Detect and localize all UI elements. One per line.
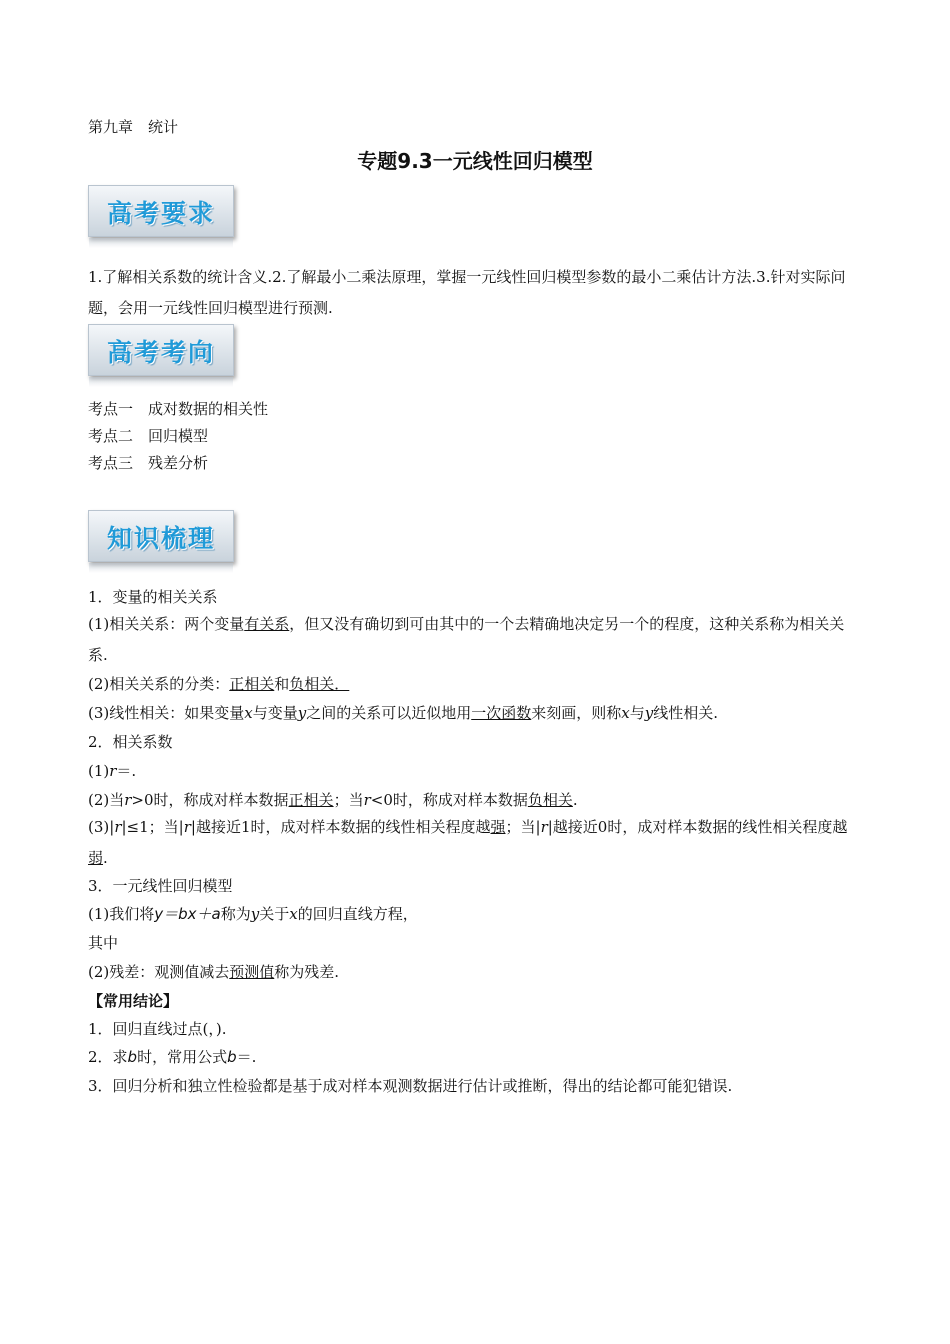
- section-2-heading: 2．相关系数: [88, 733, 173, 751]
- conclusion-2: 2．求b时，常用公式b＝.: [88, 1048, 257, 1066]
- page-title: 专题9.3一元线性回归模型: [357, 149, 593, 173]
- knowledge-banner: [88, 510, 234, 562]
- section-2-line-1: (1)r＝.: [88, 762, 137, 780]
- section-1-heading: 1．变量的相关关系: [88, 588, 218, 606]
- requirements-text: 1.了解相关系数的统计含义.2.了解最小二乘法原理，掌握一元线性回归模型参数的最小二乘估计方法.3.针对实际问题，会用一元线性回归模型进行预测.: [88, 268, 846, 317]
- underlined-term: 强: [490, 818, 506, 836]
- section-3-line-2: 其中: [88, 934, 119, 952]
- underlined-term: 负相关．: [289, 675, 350, 693]
- underlined-term: 负相关: [527, 791, 573, 809]
- directions-banner: [88, 324, 234, 376]
- underlined-term: 弱: [88, 849, 104, 867]
- section-1-paragraph-3: (3)线性相关：如果变量x与变量y之间的关系可以近似地用一次函数来刻画，则称x与y线性相关.: [88, 704, 719, 722]
- underlined-term: 一次函数: [471, 704, 532, 722]
- underlined-term: 有关系: [244, 615, 290, 633]
- section-1-paragraph-1: (1)相关关系：两个变量有关系，但又没有确切到可由其中的一个去精确地决定另一个的程度，这种关系称为相关关系.: [88, 615, 845, 664]
- section-3-line-1: (1)我们将y＝bx＋a称为y关于x的回归直线方程，: [88, 905, 418, 923]
- regression-equation: y＝bx＋a: [154, 905, 221, 923]
- requirements-banner: [88, 185, 234, 237]
- requirements-banner-label: 高考要求: [106, 199, 215, 228]
- chapter-label: 第九章 统计: [88, 118, 179, 136]
- directions-banner-label: 高考考向: [106, 338, 215, 367]
- underlined-term: 预测值: [229, 963, 275, 981]
- knowledge-banner-label: 知识梳理: [106, 524, 215, 553]
- section-3-heading: 3．一元线性回归模型: [88, 877, 233, 895]
- exam-point-2: 考点二 回归模型: [88, 427, 209, 445]
- section-3-line-3: (2)残差：观测值减去预测值称为残差.: [88, 963, 340, 981]
- underlined-term: 正相关: [229, 675, 275, 693]
- exam-point-1: 考点一 成对数据的相关性: [88, 400, 269, 418]
- exam-point-3: 考点三 残差分析: [88, 454, 209, 472]
- section-2-line-2: (2)当r>0时，称成对样本数据正相关；当r<0时，称成对样本数据负相关.: [88, 791, 578, 809]
- conclusion-3: 3．回归分析和独立性检验都是基于成对样本观测数据进行估计或推断，得出的结论都可能犯错误.: [88, 1077, 733, 1095]
- section-2-line-3: (3)|r|≤1；当|r|越接近1时，成对样本数据的线性相关程度越强；当|r|越接近0时，成对样本数据的线性相关程度越弱.: [88, 818, 848, 867]
- conclusion-1: 1．回归直线过点(，).: [88, 1020, 227, 1038]
- conclusions-heading: 【常用结论】: [88, 992, 179, 1010]
- section-1-paragraph-2: (2)相关关系的分类：正相关和负相关．: [88, 675, 350, 693]
- underlined-term: 正相关: [288, 791, 334, 809]
